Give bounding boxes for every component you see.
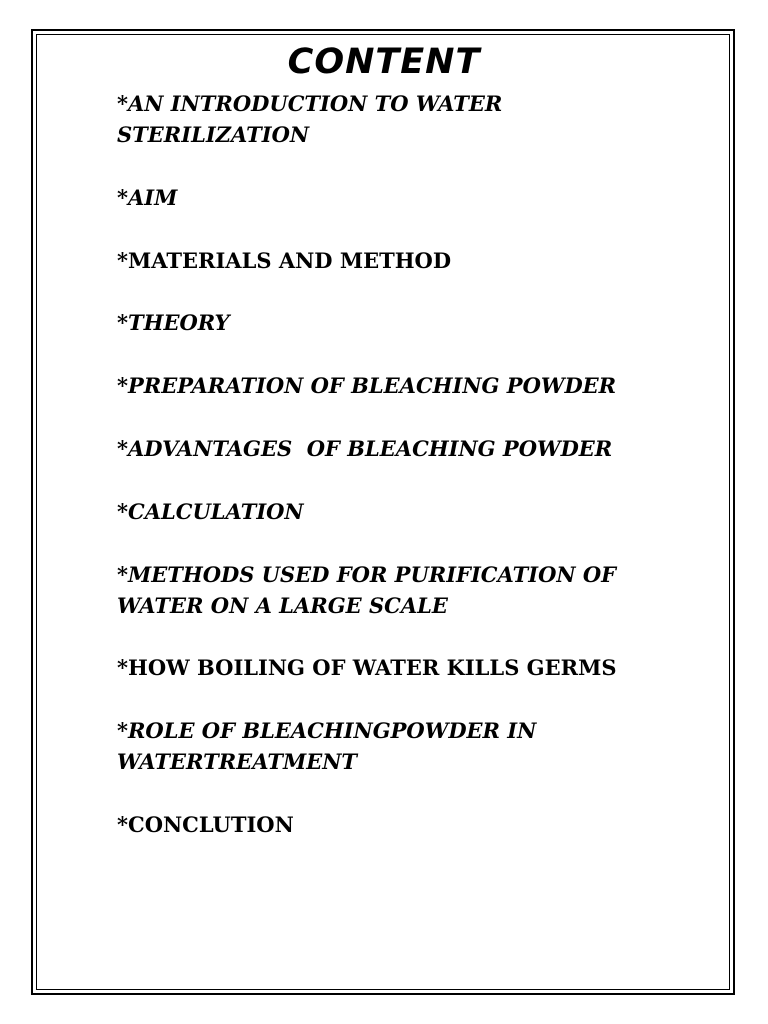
toc-item-purification-methods: *METHODS USED FOR PURIFICATION OF WATER ON A LARGE SCALE	[117, 562, 617, 618]
toc-item-advantages: *ADVANTAGES OF BLEACHING POWDER	[117, 436, 613, 461]
toc-item-introduction: *AN INTRODUCTION TO WATER STERILIZATION	[117, 91, 503, 147]
toc-item-boiling-kills-germs: *HOW BOILING OF WATER KILLS GERMS	[117, 655, 617, 680]
page-title: CONTENT	[287, 42, 481, 82]
toc-item-preparation: *PREPARATION OF BLEACHING POWDER	[117, 373, 617, 398]
toc-item-conclusion: *CONCLUTION	[117, 812, 294, 837]
toc-item-aim: *AIM	[117, 185, 178, 210]
toc-item-role-of-bleaching-powder: *ROLE OF BLEACHINGPOWDER IN WATERTREATMENT	[117, 718, 537, 774]
toc-item-materials-and-method: *MATERIALS AND METHOD	[117, 248, 452, 273]
toc-item-calculation: *CALCULATION	[117, 499, 304, 524]
toc-item-theory: *THEORY	[117, 310, 230, 335]
